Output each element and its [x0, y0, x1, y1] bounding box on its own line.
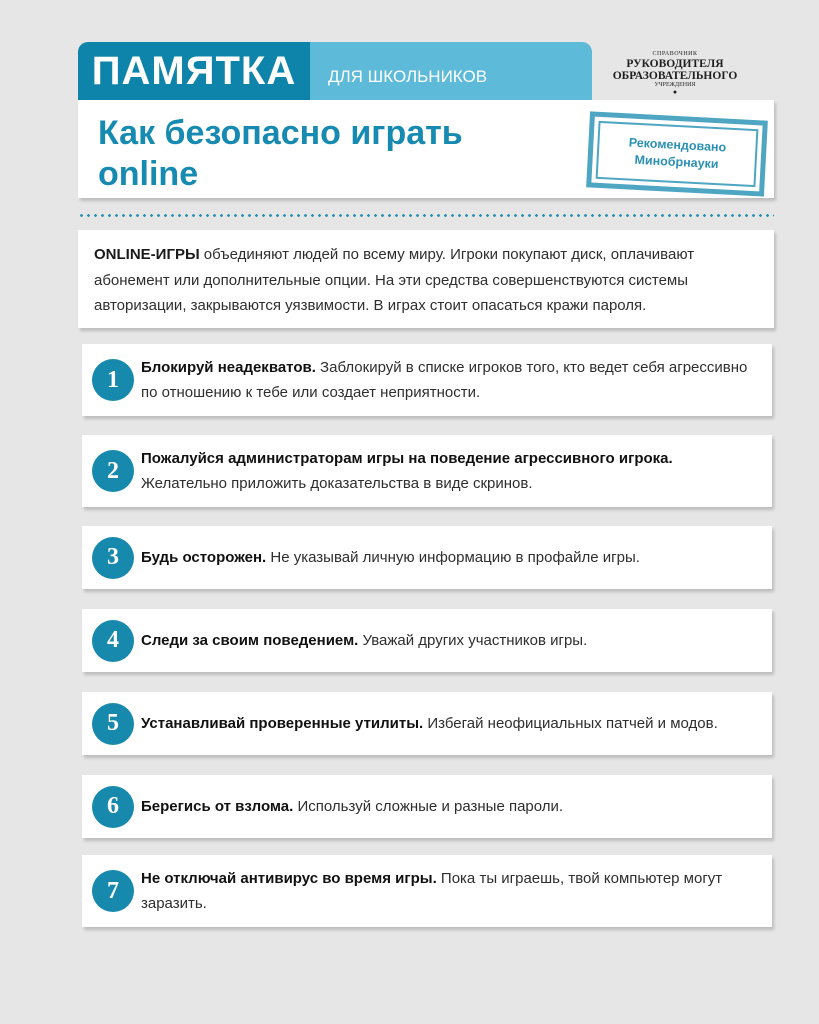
logo-line-3: ОБРАЗОВАТЕЛЬНОГО	[612, 70, 738, 82]
rule-bold: Пожалуйся администраторам игры на поведение агрессивного игрока.	[141, 450, 673, 467]
rule-card	[82, 344, 772, 416]
rule-card	[82, 855, 772, 927]
intro-paragraph	[78, 230, 774, 328]
page-title	[98, 113, 463, 195]
rule-number-badge: 1	[92, 359, 134, 401]
rule-number-badge: 6	[92, 786, 134, 828]
rule-text	[141, 628, 587, 653]
recommendation-stamp	[586, 111, 768, 196]
rule-bold: Блокируй неадекватов.	[141, 359, 316, 376]
page-title-line-1: Как безопасно играть	[98, 114, 463, 152]
rule-text	[141, 711, 718, 736]
rule-body: Используй сложные и разные пароли.	[293, 798, 564, 815]
rule-text	[141, 545, 640, 570]
rule-text	[141, 794, 563, 819]
rule-body: Заблокируй в списке игроков того, кто ведет себя агрессивно по отношению к тебе или создает неприятности.	[141, 359, 748, 401]
rule-card	[82, 435, 772, 507]
rule-bold: Будь осторожен.	[141, 549, 267, 566]
rule-body: Не указывай личную информацию в профайле игры.	[266, 549, 640, 566]
stamp-line-2: Минобрнауки	[634, 152, 719, 172]
logo-line-2: РУКОВОДИТЕЛЯ	[626, 58, 724, 70]
rule-number-badge: 2	[92, 450, 134, 492]
rule-number-badge: 3	[92, 537, 134, 579]
rule-text	[141, 446, 760, 496]
logo-line-4: УЧРЕЖДЕНИЯ	[654, 82, 696, 88]
header-tab-subtitle: ДЛЯ ШКОЛЬНИКОВ	[310, 42, 592, 100]
rule-card	[82, 609, 772, 672]
stamp-text	[586, 111, 768, 196]
rule-text	[141, 866, 760, 916]
rule-card	[82, 692, 772, 755]
rule-card	[82, 775, 772, 838]
rule-card	[82, 526, 772, 589]
rule-body: Избегай неофициальных патчей и модов.	[423, 715, 718, 732]
logo-line-1: СПРАВОЧНИК	[652, 51, 698, 57]
rule-bold: Следи за своим поведением.	[141, 632, 359, 649]
rule-text	[141, 355, 760, 405]
rule-number-badge: 4	[92, 620, 134, 662]
rule-bold: Не отключай антивирус во время игры.	[141, 870, 437, 887]
dotted-divider	[78, 214, 774, 217]
rule-number-badge: 7	[92, 870, 134, 912]
rule-body: Желательно приложить доказательства в виде скринов.	[141, 475, 533, 492]
rule-bold: Устанавливай проверенные утилиты.	[141, 715, 424, 732]
intro-bold: ONLINE-ИГРЫ	[94, 246, 200, 263]
rule-bold: Берегись от взлома.	[141, 798, 294, 815]
logo-dot: ●	[672, 88, 678, 96]
intro-text: объединяют людей по всему миру. Игроки покупают диск, оплачивают абонемент или дополнительные опции. На эти средства совершенствуются системы авторизации, закрываются уязвимости. В играх стоит опасаться кражи пароля.	[94, 246, 695, 314]
header-tab-title: ПАМЯТКА	[78, 42, 310, 100]
stamp-line-1: Рекомендовано	[628, 135, 727, 155]
page-title-line-2: online	[98, 155, 199, 193]
rule-body: Пока ты играешь, твой компьютер могут заразить.	[141, 870, 723, 912]
rule-number-badge: 5	[92, 703, 134, 745]
publisher-logo	[610, 50, 740, 95]
rule-body: Уважай других участников игры.	[358, 632, 588, 649]
